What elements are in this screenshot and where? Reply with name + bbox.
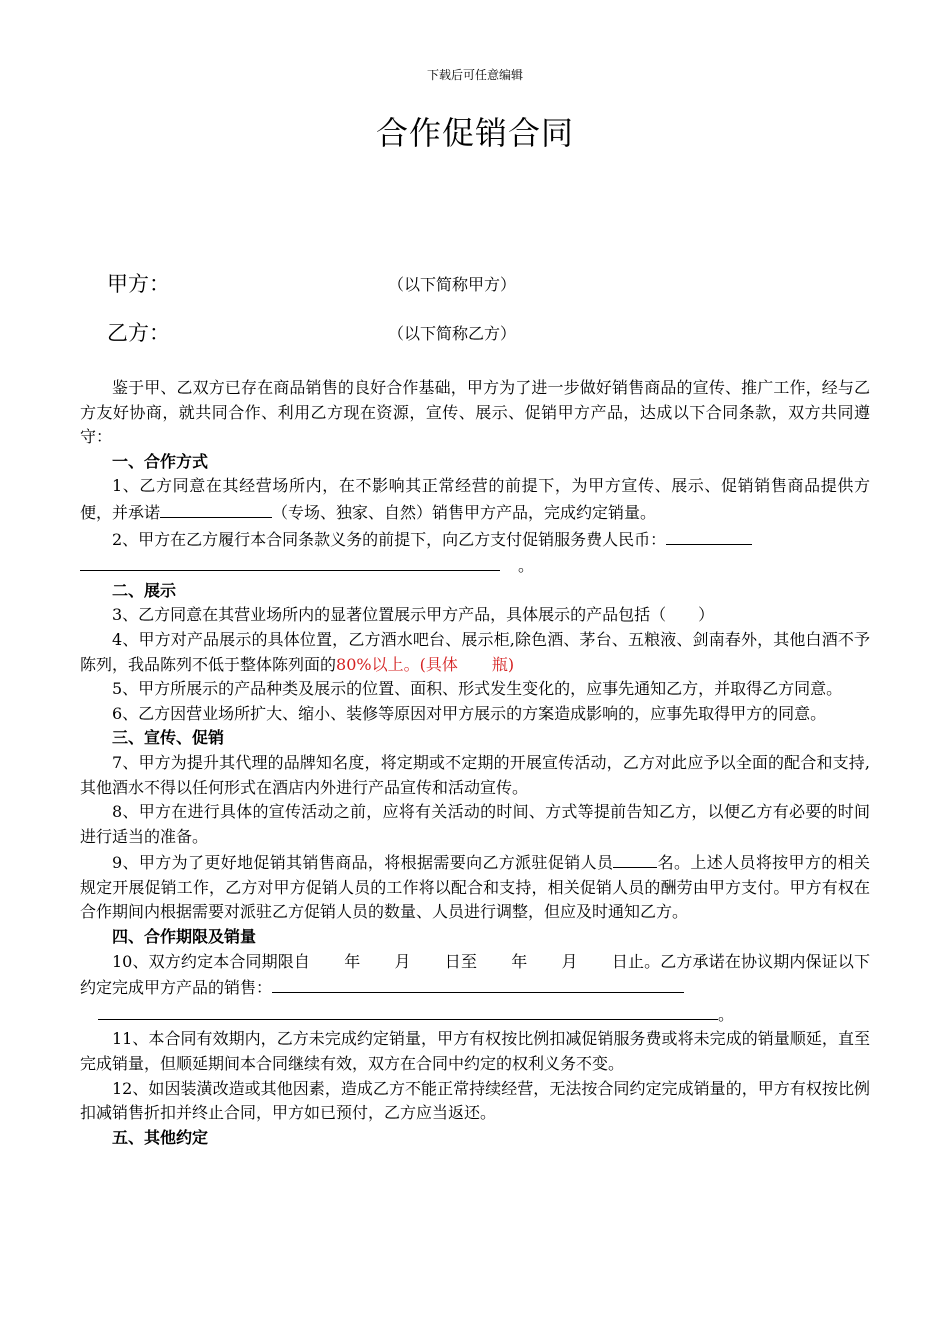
clause-2-continued: [80, 552, 870, 579]
clause-4: [80, 628, 870, 677]
page-title: 合作促销合同: [375, 114, 574, 152]
service-fee-blank-line[interactable]: [80, 552, 500, 571]
section-heading-term: 四、合作期限及销量: [112, 927, 257, 947]
clause-4-highlight-b: 瓶): [491, 654, 515, 674]
end-year: 年: [511, 951, 528, 971]
end-month: 月: [561, 951, 578, 971]
section-heading-display: 二、展示: [112, 580, 177, 600]
clause-3: 3、乙方同意在其营业场所内的显著位置展示甲方产品，具体展示的产品包括（ ）: [112, 605, 715, 625]
party-b-note: （以下简称乙方）: [388, 324, 517, 343]
contract-body: [80, 376, 870, 1150]
promoter-count-blank[interactable]: [613, 849, 657, 868]
clause-5: 5、甲方所展示的产品种类及展示的位置、面积、形式发生变化的，应事先通知乙方，并取得乙方同意。: [112, 679, 843, 699]
clause-9-text-a: 9、甲方为了更好地促销其销售商品，将根据需要向乙方派驻促销人员: [112, 853, 614, 873]
clause-4-text: 4、甲方对产品展示的具体位置，乙方酒水吧台、展示柜,除色酒、茅台、五粮液、剑南春外，其他白酒不予陈列，我品陈列不低于整体陈列面的: [80, 629, 870, 674]
clause-8: 8、甲方在进行具体的宣传活动之前，应将有关活动的时间、方式等提前告知乙方，以便乙方有必要的时间进行适当的准备。: [80, 802, 870, 846]
clause-10-text-a: 10、双方约定本合同期限自: [112, 951, 311, 971]
clause-1-text-b: （专场、独家、自然）销售甲方产品，完成约定销量。: [272, 502, 657, 522]
start-year: 年: [344, 951, 361, 971]
party-a-label: 甲方：: [107, 272, 170, 296]
clause-2: [80, 526, 870, 553]
header-note: 下载后可任意编辑: [426, 68, 523, 82]
clause-1-text-a: 1、乙方同意在其经营场所内，在不影响其正常经营的前提下，为甲方宣传、展示、促销销售商品提供方便，并承诺: [80, 476, 870, 522]
party-a-note: （以下简称甲方）: [388, 275, 517, 294]
party-b-label: 乙方：: [107, 321, 170, 345]
sales-mode-blank[interactable]: [160, 499, 272, 518]
clause-2-text-a: 2、甲方在乙方履行本合同条款义务的前提下，向乙方支付促销服务费人民币：: [112, 529, 667, 549]
start-month: 月: [394, 951, 411, 971]
clause-9-text-b: 名。上述人员将按甲方的相关规定开展促销工作，乙方对甲方促销人员的工作将以配合和支持，相关促销人员的酬劳由甲方支付。甲方有权在合作期间内根据需要对派驻乙方促销人员的数量、人员进行调整，但应及时通知乙方。: [80, 853, 870, 922]
clause-6: 6、乙方因营业场所扩大、缩小、装修等原因对甲方展示的方案造成影响的，应事先取得甲方的同意。: [112, 703, 827, 723]
start-day: 日至: [444, 951, 478, 971]
preamble: 鉴于甲、乙双方已存在商品销售的良好合作基础，甲方为了进一步做好销售商品的宣传、推广工作，经与乙方友好协商，就共同合作、利用乙方现在资源，宣传、展示、促销甲方产品，达成以下合同条款，双方共同遵守：: [80, 378, 870, 447]
sales-target-blank-line[interactable]: [98, 1001, 718, 1020]
clause-9: [80, 849, 870, 925]
section-heading-cooperation: 一、合作方式: [112, 451, 209, 471]
clause-4-highlight-a: 80%以上。(具体: [336, 654, 458, 674]
clause-10-text-b: 日止。乙方承诺在协议期内保证以下约定完成甲方产品的销售：: [80, 951, 870, 998]
clause-11: 11、本合同有效期内，乙方未完成约定销量，甲方有权按比例扣减促销服务费或将未完成的销量顺延，直至完成销量，但顺延期间本合同继续有效，双方在合同中约定的权利义务不变。: [80, 1029, 870, 1074]
sales-target-blank[interactable]: [272, 974, 684, 993]
section-heading-promotion: 三、宣传、促销: [112, 728, 225, 748]
clause-7: 7、甲方为提升其代理的品牌知名度，将定期或不定期的开展宣传活动，乙方对此应予以全面的配合和支持,其他酒水不得以任何形式在酒店内外进行产品宣传和活动宣传。: [80, 752, 870, 797]
clause-10: [80, 950, 870, 1001]
clause-2-end: 。: [518, 556, 535, 576]
clause-10-continued: [80, 1001, 870, 1028]
service-fee-blank[interactable]: [666, 526, 752, 545]
section-heading-other: 五、其他约定: [112, 1127, 209, 1147]
clause-12: 12、如因装潢改造或其他因素，造成乙方不能正常持续经营，无法按合同约定完成销量的，甲方有权按比例扣减销售折扣并终止合同，甲方如已预付，乙方应当返还。: [80, 1078, 870, 1123]
clause-1: [80, 474, 870, 525]
clause-10-end: 。: [718, 1004, 735, 1024]
